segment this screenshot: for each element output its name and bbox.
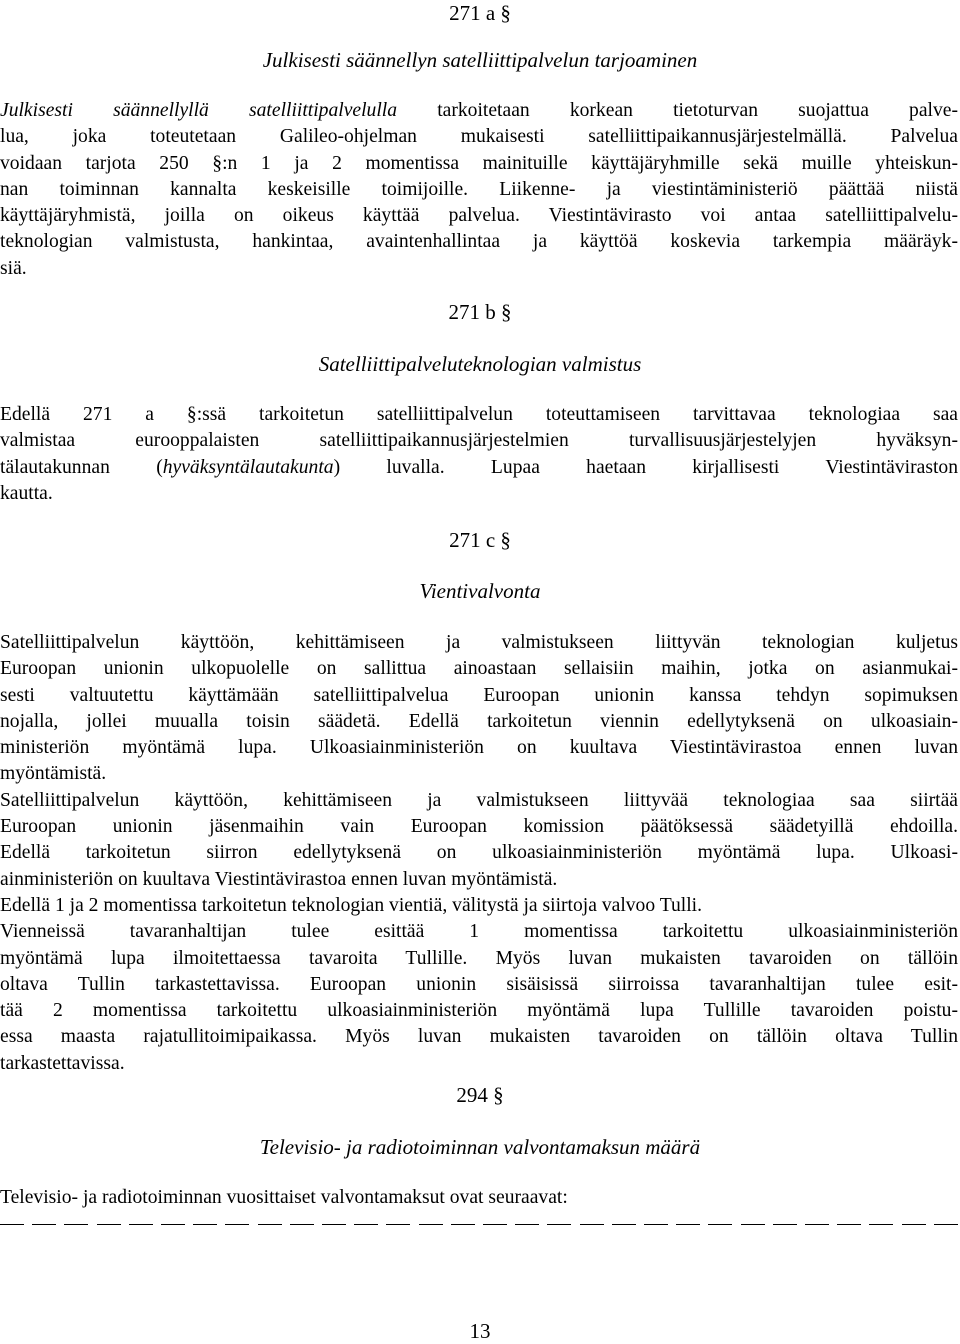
- italic-term: Julkisesti säännellyllä satelliittipalvelulla: [0, 100, 398, 121]
- dash-segment: [902, 1224, 926, 1225]
- dashed-separator: [0, 1224, 958, 1228]
- paragraph-line: [0, 709, 958, 735]
- dash-segment: [129, 1224, 153, 1225]
- dash-segment: [97, 1224, 121, 1225]
- dash-segment: [161, 1224, 185, 1225]
- text-run: valmistaa eurooppalaisten satelliittipaikannusjärjestelmien turvallisuusjärjestelyjen hyväksyn-: [0, 430, 958, 452]
- text-run: ainministeriön on kuultava Viestintävirastoa ennen luvan myöntämistä.: [0, 868, 558, 890]
- dash-segment: [225, 1224, 249, 1225]
- section-heading-271b: 271 b §: [448, 300, 512, 324]
- paragraph-line: [0, 1185, 958, 1211]
- dash-segment: [290, 1224, 314, 1225]
- paragraph-line: [0, 946, 958, 972]
- text-run: tälautakunnan (: [0, 456, 163, 478]
- paragraph-line: [0, 177, 958, 203]
- paragraph-line: [0, 124, 958, 150]
- text-run: Satelliittipalvelun käyttöön, kehittämiseen ja valmistukseen liittyvän teknologian kuljetus: [0, 632, 958, 653]
- paragraph-line: [0, 151, 958, 177]
- text-run: myöntämä lupa ilmoitettaessa tavaroita Tullille. Myös luvan mukaisten tavaroiden on tällöin: [0, 947, 958, 969]
- text-run: sesti valtuutettu käyttämään satelliittipalvelua Euroopan unionin kanssa tehdyn sopimuksen: [0, 684, 958, 706]
- dash-segment: [837, 1224, 861, 1225]
- dash-segment: [354, 1224, 378, 1225]
- paragraph-line: [0, 919, 958, 945]
- paragraph-line: [0, 1051, 958, 1077]
- paragraph-line: [0, 972, 958, 998]
- page-number: 13: [469, 1319, 491, 1343]
- text-run: lua, joka toteutetaan Galileo-ohjelman mukaisesti satelliittipaikannusjärjestelmällä. Palvelua: [0, 126, 958, 148]
- dash-segment: [676, 1224, 700, 1225]
- section-heading-294: 294 §: [456, 1083, 504, 1107]
- paragraph-line: [0, 630, 958, 656]
- text-run: tää 2 momentissa tarkoitettu ulkoasiainministeriön myöntämä lupa Tullille tavaroiden poistu-: [0, 1000, 958, 1022]
- dash-segment: [258, 1224, 282, 1225]
- dash-segment: [869, 1224, 893, 1225]
- paragraph-line: [0, 1024, 958, 1050]
- paragraph-line: [0, 256, 958, 282]
- dash-segment: [934, 1224, 958, 1225]
- text-run: Edellä 1 ja 2 momentissa tarkoitetun teknologian vientiä, välitystä ja siirtoja valvoo Tulli.: [0, 894, 702, 916]
- text-run: Edellä 271 a §:ssä tarkoitetun satelliittipalvelun toteuttamiseen tarvittavaa teknologiaa saa: [0, 404, 958, 425]
- dash-segment: [644, 1224, 668, 1225]
- italic-term: hyväksyntälautakunta: [162, 456, 334, 478]
- paragraph-line: [0, 203, 958, 229]
- paragraph-line: [0, 840, 958, 866]
- section-title-271c: Vientivalvonta: [419, 579, 541, 603]
- section-title-294: Televisio- ja radiotoiminnan valvontamaksun määrä: [259, 1135, 701, 1159]
- paragraph-line: [0, 735, 958, 761]
- paragraph-line: [0, 402, 958, 428]
- text-run: siä.: [0, 257, 27, 279]
- text-run: Vienneissä tavaranhaltijan tulee esittää 1 momentissa tarkoitettu ulkoasiainministeriön: [0, 921, 958, 943]
- dash-segment: [32, 1224, 56, 1225]
- paragraph-line: [0, 428, 958, 454]
- paragraph-line: [0, 481, 958, 507]
- dash-segment: [773, 1224, 797, 1225]
- text-run: oltava Tullin tarkastettavissa. Euroopan unionin sisäisissä siirroissa tavaranhaltijan tulee esit-: [0, 973, 958, 995]
- dash-segment: [193, 1224, 217, 1225]
- text-run: käyttäjäryhmistä, joilla on oikeus käyttää palvelua. Viestintävirasto voi antaa satelliittipalvelu-: [0, 205, 958, 227]
- paragraph-line: [0, 229, 958, 255]
- text-run: ministeriön myöntämä lupa. Ulkoasiainministeriön on kuultava Viestintävirastoa ennen luvan: [0, 737, 958, 759]
- text-run: voidaan tarjota 250 §:n 1 ja 2 momentissa mainituille käyttäjäryhmille sekä muille yhteiskun-: [0, 152, 958, 174]
- paragraph-line: [0, 683, 958, 709]
- dash-segment: [515, 1224, 539, 1225]
- dash-segment: [483, 1224, 507, 1225]
- dash-segment: [741, 1224, 765, 1225]
- text-run: nan toiminnan kannalta keskeisille toimijoille. Liikenne- ja viestintäministeriö päättää niistä: [0, 178, 958, 200]
- text-run: kautta.: [0, 482, 53, 504]
- dash-segment: [64, 1224, 88, 1225]
- text-run: essa maasta rajatullitoimipaikassa. Myös luvan mukaisten tavaroiden on tällöin oltava Tullin: [0, 1026, 958, 1048]
- section-heading-271c: 271 c §: [449, 528, 511, 552]
- text-run: tarkastettavissa.: [0, 1052, 125, 1074]
- paragraph-line: [0, 98, 958, 124]
- dash-segment: [322, 1224, 346, 1225]
- section-title-271b: Satelliittipalveluteknologian valmistus: [318, 352, 642, 376]
- dash-segment: [580, 1224, 604, 1225]
- paragraph-294: [0, 1185, 958, 1211]
- paragraph-line: [0, 867, 958, 893]
- paragraph-line: [0, 788, 958, 814]
- paragraph-line: [0, 998, 958, 1024]
- text-run: Euroopan unionin jäsenmaihin vain Euroopan komission päätöksessä säädetyillä ehdoilla.: [0, 816, 958, 838]
- text-run: tarkoitetaan korkean tietoturvan suojattua palve-: [397, 100, 959, 121]
- text-run: ) luvalla. Lupaa haetaan kirjallisesti Viestintäviraston: [333, 456, 959, 478]
- text-run: Televisio- ja radiotoiminnan vuosittaiset valvontamaksut ovat seuraavat:: [0, 1187, 568, 1208]
- paragraph-271b: [0, 402, 958, 507]
- text-run: Euroopan unionin ulkopuolelle on sallittua ainoastaan sellaisiin maihin, jotka on asianmukai-: [0, 658, 958, 680]
- text-run: myöntämistä.: [0, 763, 107, 785]
- dash-segment: [612, 1224, 636, 1225]
- paragraph-line: [0, 761, 958, 787]
- paragraph-271a: [0, 98, 958, 282]
- paragraph-271c: [0, 630, 958, 1077]
- paragraph-line: [0, 814, 958, 840]
- paragraph-line: [0, 656, 958, 682]
- text-run: Edellä tarkoitetun siirron edellytyksenä on ulkoasiainministeriön myöntämä lupa. Ulkoasi-: [0, 842, 958, 864]
- paragraph-line: [0, 455, 958, 481]
- dash-segment: [386, 1224, 410, 1225]
- dash-segment: [547, 1224, 571, 1225]
- text-run: teknologian valmistusta, hankintaa, avaintenhallintaa ja käyttöä koskevia tarkempia määräyk-: [0, 231, 958, 253]
- dash-segment: [805, 1224, 829, 1225]
- paragraph-line: [0, 893, 958, 919]
- section-title-271a: Julkisesti säännellyn satelliittipalvelun tarjoaminen: [262, 48, 698, 72]
- dash-segment: [419, 1224, 443, 1225]
- text-run: Satelliittipalvelun käyttöön, kehittämiseen ja valmistukseen liittyvää teknologiaa saa siirtää: [0, 789, 958, 811]
- text-run: nojalla, jollei muualla toisin säädetä. Edellä tarkoitetun viennin edellytyksenä on ulkoasiain-: [0, 710, 958, 732]
- dash-segment: [451, 1224, 475, 1225]
- section-heading-271a: 271 a §: [449, 1, 511, 25]
- dash-segment: [0, 1224, 24, 1225]
- dash-segment: [708, 1224, 732, 1225]
